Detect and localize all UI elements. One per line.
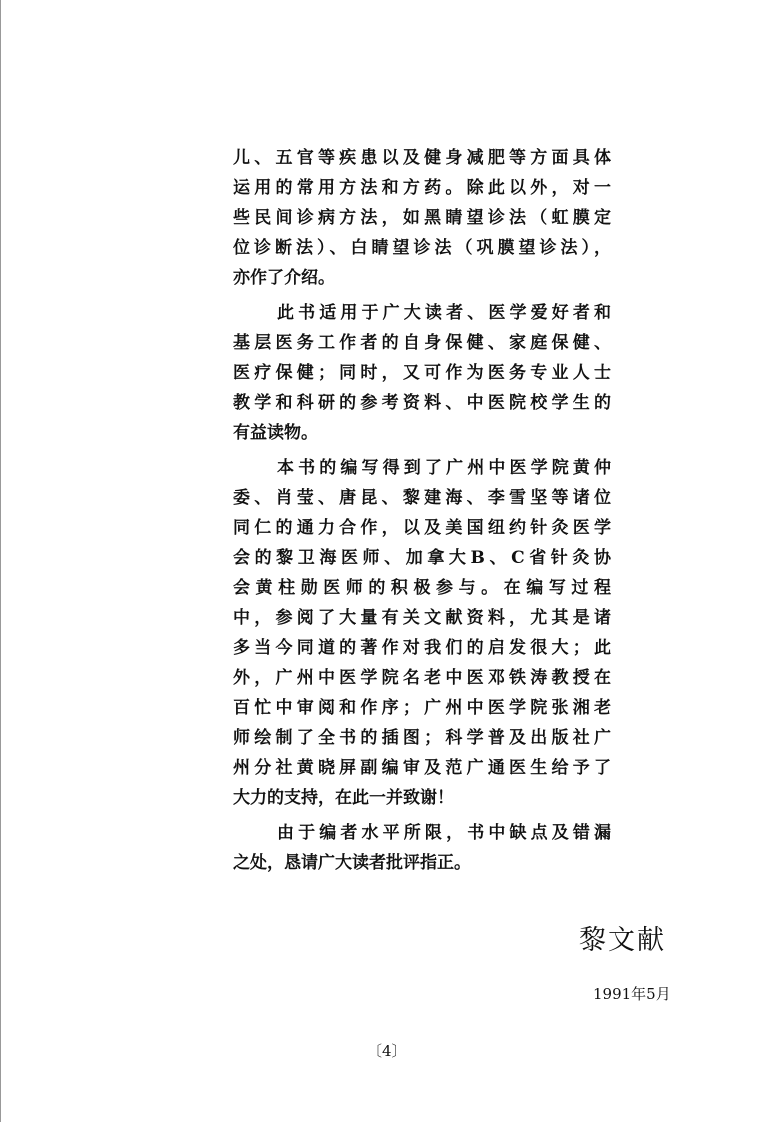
paragraph	[233, 298, 611, 448]
text-line: 大力的支持，在此一并致谢！	[233, 788, 454, 808]
text-line: 此书适用于广大读者、医学爱好者和	[277, 303, 611, 323]
text-line: 多当今同道的著作对我们的启发很大；此	[233, 638, 611, 658]
text-line: 医疗保健；同时，又可作为医务专业人士	[233, 363, 611, 383]
text-line: 有益读物。	[233, 423, 318, 443]
date: 1991年5月	[593, 985, 671, 1003]
text-line: 中，参阅了大量有关文献资料，尤其是诸	[233, 608, 611, 628]
paragraph	[233, 143, 611, 293]
author-signature: 黎文献	[579, 925, 666, 956]
text-line: 位诊断法）、白睛望诊法（巩膜望诊法），	[233, 238, 611, 258]
text-line: 些民间诊病方法，如黑睛望诊法（虹膜定	[233, 208, 611, 228]
text-line: 师绘制了全书的插图；科学普及出版社广	[233, 728, 611, 748]
text-line: 会黄柱勋医师的积极参与。在编写过程	[233, 578, 611, 598]
preface-body	[233, 143, 611, 878]
paragraph	[233, 453, 611, 813]
text-line: 亦作了介绍。	[233, 268, 335, 288]
text-line: 由于编者水平所限，书中缺点及错漏	[277, 823, 611, 843]
text-line: 会的黎卫海医师、加拿大B、C省针灸协	[233, 548, 611, 568]
text-line: 州分社黄晓屏副编审及范广通医生给予了	[233, 758, 611, 778]
text-line: 外，广州中医学院名老中医邓铁涛教授在	[233, 668, 611, 688]
paragraph	[233, 818, 611, 878]
text-line: 委、肖莹、唐昆、黎建海、李雪坚等诸位	[233, 488, 611, 508]
text-line: 运用的常用方法和方药。除此以外，对一	[233, 178, 611, 198]
text-line: 同仁的通力合作，以及美国纽约针灸医学	[233, 518, 611, 538]
text-line: 本书的编写得到了广州中医学院黄仲	[277, 458, 611, 478]
text-line: 教学和科研的参考资料、中医院校学生的	[233, 393, 611, 413]
text-line: 基层医务工作者的自身保健、家庭保健、	[233, 333, 611, 353]
text-line: 之处，恳请广大读者批评指正。	[233, 853, 471, 873]
text-line: 百忙中审阅和作序；广州中医学院张湘老	[233, 698, 611, 718]
text-line: 儿、五官等疾患以及健身减肥等方面具体	[233, 148, 611, 168]
page-number: 〔4〕	[367, 1042, 407, 1060]
